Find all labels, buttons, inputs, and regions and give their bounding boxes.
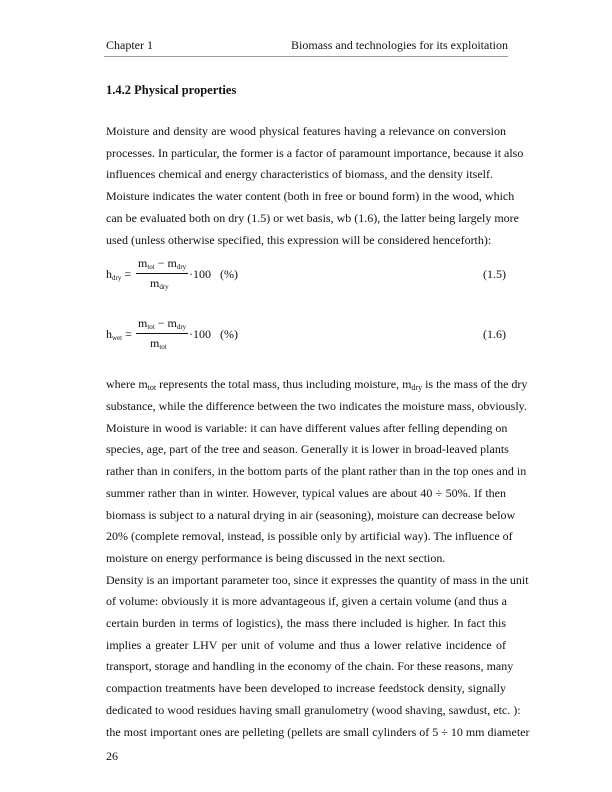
header-chapter: Chapter 1	[106, 38, 153, 52]
text-line: of volume: obviously it is more advantageous if, given a certain volume (and thus a	[106, 594, 507, 609]
text-line: Moisture and density are wood physical features having a relevance on conversion	[106, 124, 506, 138]
text-line: Moisture indicates the water content (both in free or bound form) in the wood, which	[106, 189, 515, 204]
text-line: transport, storage and handling in the economy of the chain. For these reasons, many	[106, 659, 514, 674]
text-line-where: where $m_{tot}$ represents the total mass, thus including moisture, $m_{dry}$ is the mass of the dry	[106, 377, 528, 392]
eq-denominator: $m_{dry}$	[150, 276, 169, 291]
eq-numerator: $m_{tot} - m_{dry}$	[138, 256, 187, 271]
fraction-line	[136, 333, 188, 334]
eq-denominator: $m_{tot}$	[150, 336, 167, 351]
text-line: certain burden in terms of logistics), the mass there included is higher. In fact this	[106, 616, 506, 630]
text-line: processes. In particular, the former is a factor of paramount importance, because it also	[106, 145, 524, 160]
text-line: used (unless otherwise specified, this expression will be considered henceforth):	[106, 232, 492, 247]
header-title: Biomass and technologies for its exploitation	[291, 38, 508, 52]
text-line: 20% (complete removal, instead, is possible only by artificial way). The influence of	[106, 529, 513, 544]
text-line: moisture on energy performance is being discussed in the next section.	[106, 550, 446, 565]
eq-number: (1.6)	[483, 327, 506, 341]
text-line: summer rather than in winter. However, typical values are about 40 ÷ 50%. If then	[106, 485, 506, 500]
page-number: 26	[106, 749, 118, 763]
text-line: influences chemical and energy characteristics of biomass, and the density itself.	[106, 167, 493, 182]
text-line: dedicated to wood residues having small granulometry (wood shaving, sawdust, etc. ):	[106, 702, 521, 717]
equation-1-5	[106, 256, 506, 306]
eq-lhs: $h_{wet}$ =	[106, 327, 132, 342]
header-rule	[104, 56, 508, 57]
section-heading: 1.4.2 Physical properties	[106, 83, 237, 97]
fraction-line	[136, 273, 188, 274]
text-line: compaction treatments have been developed to increase feedstock density, signally	[106, 681, 506, 696]
eq-numerator: $m_{tot} - m_{dry}$	[138, 316, 187, 331]
eq-lhs: $h_{dry}$ =	[106, 267, 132, 282]
text-line: species, age, part of the tree and season. Generally it is lower in broad-leaved plants	[106, 442, 509, 457]
text-line: Moisture in wood is variable: it can have different values after felling depending on	[106, 420, 508, 435]
text-line: the most important ones are pelleting (pellets are small cylinders of 5 ÷ 10 mm diameter	[106, 724, 530, 739]
eq-factor: ·100 (%)	[189, 327, 238, 341]
text-line: implies a greater LHV per unit of volume and thus a lower relative incidence of	[106, 637, 506, 652]
text-line: can be evaluated both on dry (1.5) or wet basis, wb (1.6), the latter being largely more	[106, 210, 519, 225]
text-line: biomass is subject to a natural drying in air (seasoning), moisture can decrease below	[106, 507, 516, 522]
text-line: rather than in conifers, in the bottom parts of the plant rather than in the top ones and in	[106, 464, 527, 479]
eq-number: (1.5)	[483, 267, 506, 281]
equation-1-6	[106, 316, 506, 366]
text-line: Density is an important parameter too, since it expresses the quantity of mass in the unit	[106, 572, 529, 587]
eq-factor: ·100 (%)	[189, 267, 238, 281]
text-line: substance, while the difference between the two indicates the moisture mass, obviously.	[106, 399, 527, 413]
